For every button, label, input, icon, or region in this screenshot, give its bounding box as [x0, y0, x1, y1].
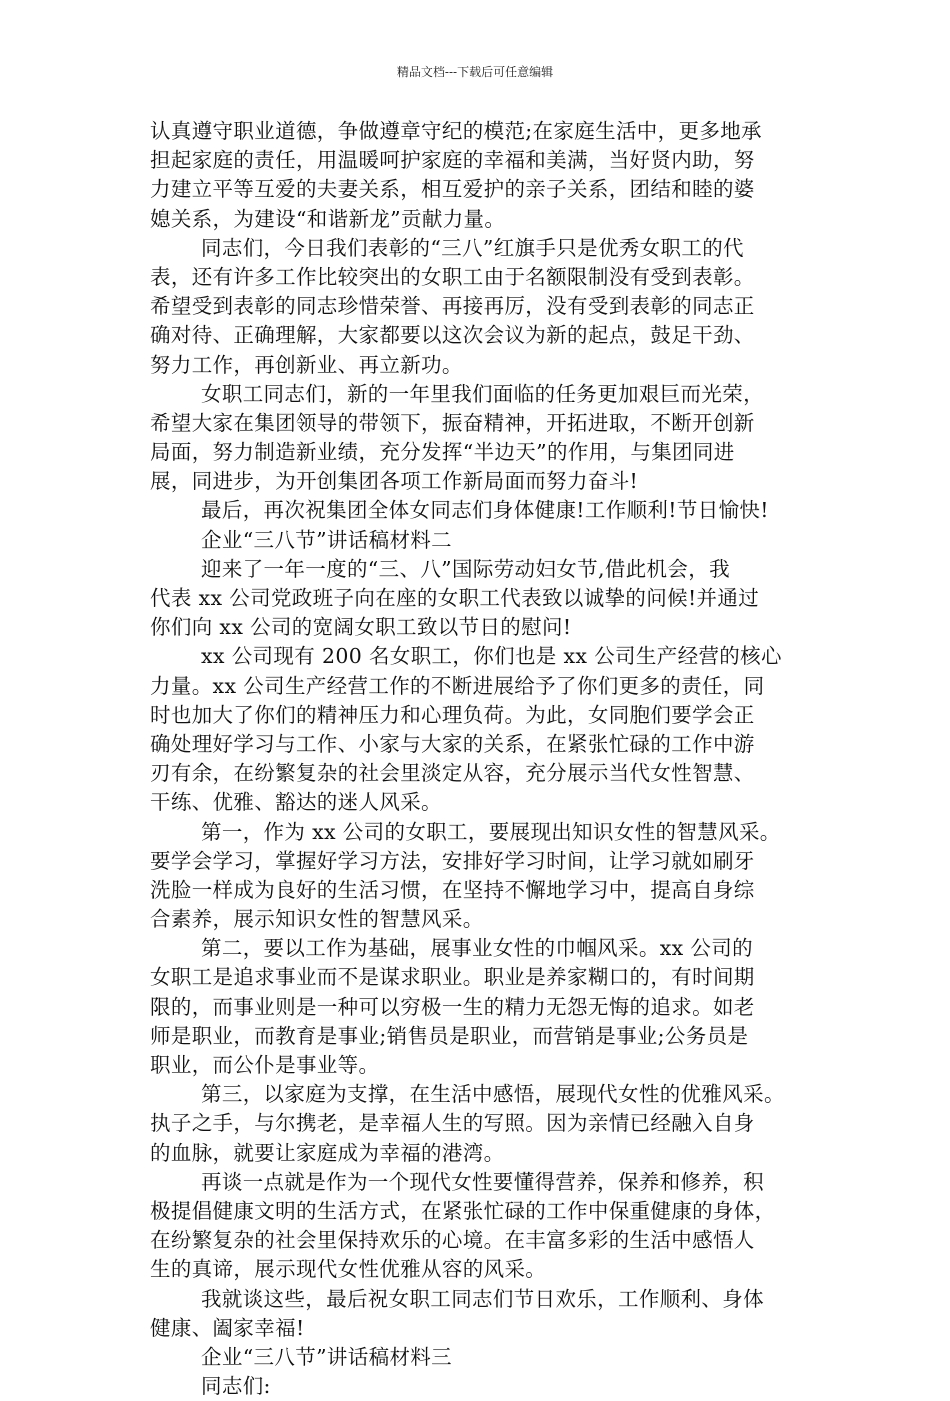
- text-line: 力建立平等互爱的夫妻关系，相互爱护的亲子关系，团结和睦的婆: [150, 177, 755, 202]
- text-line: 努力工作，再创新业、再立新功。: [150, 352, 463, 377]
- text-line: 执子之手，与尔携老，是幸福人生的写照。因为亲情已经融入自身: [150, 1111, 755, 1136]
- text-line: 洗脸一样成为良好的生活习惯，在坚持不懈地学习中，提高自身综: [150, 877, 755, 902]
- text-line: 最后，再次祝集团全体女同志们身体健康!工作顺利!节日愉快!: [201, 498, 769, 523]
- text-line: 局面，努力制造新业绩，充分发挥“半边天”的作用，与集团同进: [150, 440, 735, 465]
- text-line: 希望受到表彰的同志珍惜荣誉、再接再厉，没有受到表彰的同志正: [150, 294, 755, 319]
- text-line: 你们向 xx 公司的宽阔女职工致以节日的慰问!: [150, 615, 572, 640]
- text-line: 展，同进步，为开创集团各项工作新局面而努力奋斗!: [150, 469, 639, 494]
- text-line: 合素养，展示知识女性的智慧风采。: [150, 907, 484, 932]
- text-line: 第三，以家庭为支撑，在生活中感悟，展现代女性的优雅风采。: [201, 1082, 785, 1107]
- text-line: 企业“三八节”讲话稿材料二: [201, 527, 453, 552]
- text-line: 迎来了一年一度的“三、八”国际劳动妇女节,借此机会，我: [201, 556, 730, 581]
- text-line: 同志们，今日我们表彰的“三八”红旗手只是优秀女职工的代: [201, 235, 744, 260]
- text-line: 限的，而事业则是一种可以穷极一生的精力无怨无悔的追求。如老: [150, 994, 755, 1019]
- text-line: 女职工是追求事业而不是谋求职业。职业是养家糊口的，有时间期: [150, 965, 755, 990]
- text-line: 在纷繁复杂的社会里保持欢乐的心境。在丰富多彩的生活中感悟人: [150, 1228, 755, 1253]
- text-line: 再谈一点就是作为一个现代女性要懂得营养，保养和修养，积: [201, 1169, 764, 1194]
- text-line: 时也加大了你们的精神压力和心理负荷。为此，女同胞们要学会正: [150, 702, 755, 727]
- text-line: 要学会学习，掌握好学习方法，安排好学习时间，让学习就如刷牙: [150, 848, 755, 873]
- text-line: 第二，要以工作为基础，展事业女性的巾帼风采。xx 公司的: [201, 936, 753, 961]
- text-line: 刃有余，在纷繁复杂的社会里淡定从容，充分展示当代女性智慧、: [150, 761, 755, 786]
- text-line: 担起家庭的责任，用温暖呵护家庭的幸福和美满，当好贤内助，努: [150, 148, 755, 173]
- text-line: 确处理好学习与工作、小家与大家的关系，在紧张忙碌的工作中游: [150, 731, 755, 756]
- text-line: 师是职业，而教育是事业;销售员是职业，而营销是事业;公务员是: [150, 1023, 749, 1048]
- text-line: 生的真谛，展示现代女性优雅从容的风采。: [150, 1257, 547, 1282]
- text-line: 第一，作为 xx 公司的女职工，要展现出知识女性的智慧风采。: [201, 819, 781, 844]
- text-line: 媳关系，为建设“和谐新龙”贡献力量。: [150, 206, 506, 231]
- document-body: [150, 117, 810, 1401]
- text-line: 的血脉，就要让家庭成为幸福的港湾。: [150, 1140, 505, 1165]
- text-line: 职业，而公仆是事业等。: [150, 1053, 380, 1077]
- text-line: 希望大家在集团领导的带领下，振奋精神，开拓进取，不断开创新: [150, 410, 755, 435]
- text-line: 女职工同志们，新的一年里我们面临的任务更加艰巨而光荣，: [201, 381, 764, 406]
- text-line: 同志们:: [201, 1374, 271, 1399]
- text-line: 干练、优雅、豁达的迷人风采。: [150, 790, 442, 815]
- text-line: 代表 xx 公司党政班子向在座的女职工代表致以诚挚的问候!并通过: [150, 586, 760, 610]
- page-header: 精品文档---下载后可任意编辑: [396, 65, 554, 79]
- text-line: 极提倡健康文明的生活方式，在紧张忙碌的工作中保重健康的身体，: [150, 1198, 776, 1223]
- text-line: xx 公司现有 200 名女职工，你们也是 xx 公司生产经营的核心: [201, 644, 782, 669]
- text-line: 企业“三八节”讲话稿材料三: [201, 1344, 453, 1369]
- text-line: 表，还有许多工作比较突出的女职工由于名额限制没有受到表彰。: [150, 264, 755, 289]
- text-line: 我就谈这些，最后祝女职工同志们节日欢乐，工作顺利、身体: [201, 1286, 764, 1311]
- text-line: 确对待、正确理解，大家都要以这次会议为新的起点，鼓足干劲、: [150, 323, 755, 348]
- text-line: 健康、阖家幸福!: [150, 1315, 305, 1340]
- text-line: 力量。xx 公司生产经营工作的不断进展给予了你们更多的责任，同: [150, 673, 765, 698]
- text-line: 认真遵守职业道德，争做遵章守纪的模范;在家庭生活中，更多地承: [150, 119, 762, 143]
